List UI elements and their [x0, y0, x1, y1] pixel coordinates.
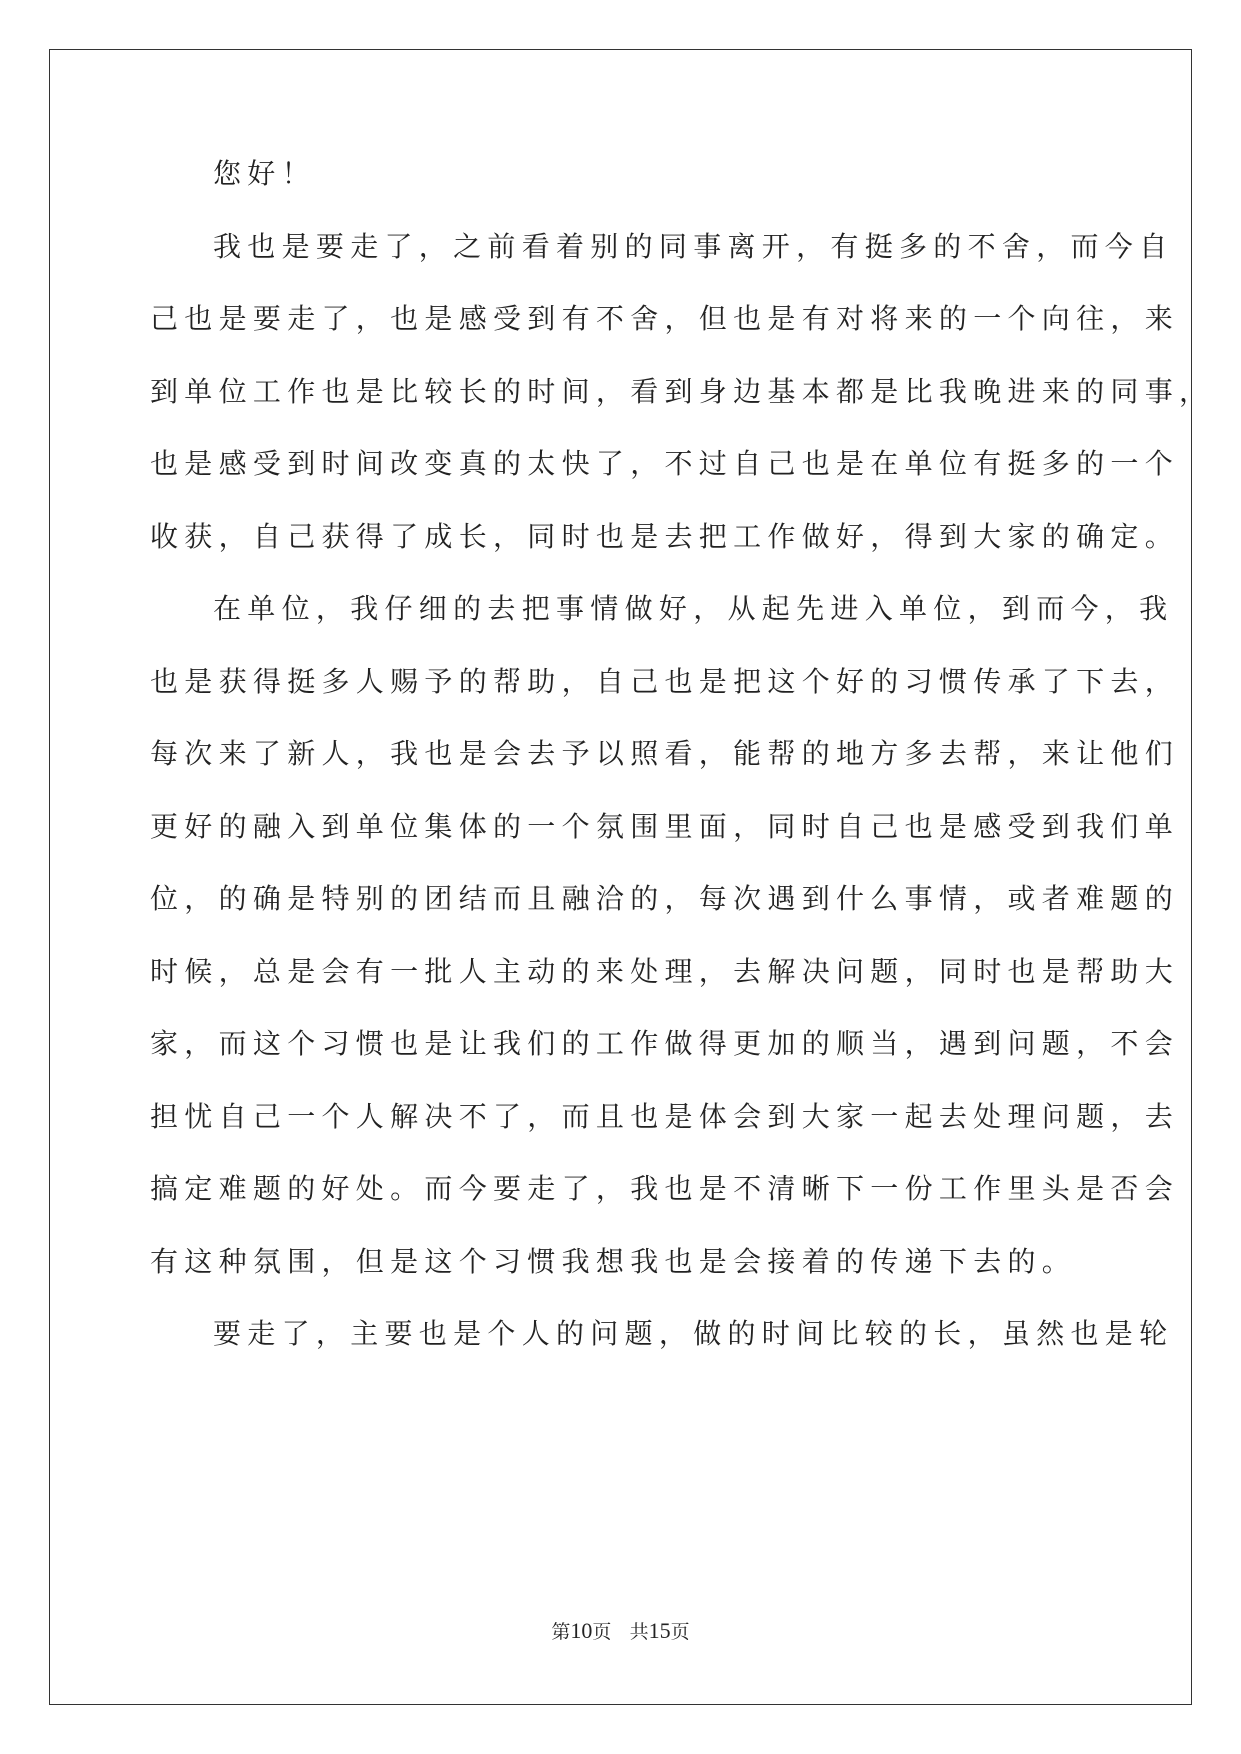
paragraph-line: 己也是要走了，也是感受到有不舍，但也是有对将来的一个向往，来: [150, 302, 1180, 335]
paragraph-line: 在单位，我仔细的去把事情做好，从起先进入单位，到而今，我: [213, 592, 1174, 625]
page-border: [49, 49, 1192, 1705]
page-number: 10: [570, 1618, 593, 1643]
page-footer: [0, 1617, 1241, 1644]
paragraph-line: 到单位工作也是比较长的时间，看到身边基本都是比我晚进来的同事，: [150, 375, 1214, 408]
paragraph-line: 时候，总是会有一批人主动的来处理，去解决问题，同时也是帮助大: [150, 955, 1180, 988]
paragraph-line: 每次来了新人，我也是会去予以照看，能帮的地方多去帮，来让他们: [150, 737, 1180, 770]
page-suffix: 页: [592, 1621, 612, 1643]
total-pages: 15: [648, 1618, 671, 1643]
paragraph-line: 家，而这个习惯也是让我们的工作做得更加的顺当，遇到问题，不会: [150, 1027, 1180, 1060]
paragraph-line: 我也是要走了，之前看着别的同事离开，有挺多的不舍，而今自: [213, 230, 1174, 263]
greeting-line: 您好！: [213, 157, 316, 190]
paragraph-line: 要走了，主要也是个人的问题，做的时间比较的长，虽然也是轮: [213, 1317, 1174, 1350]
paragraph-line: 收获，自己获得了成长，同时也是去把工作做好，得到大家的确定。: [150, 520, 1180, 553]
page-prefix: 第: [551, 1621, 571, 1643]
paragraph-line: 也是感受到时间改变真的太快了，不过自己也是在单位有挺多的一个: [150, 447, 1180, 480]
paragraph-line: 有这种氛围，但是这个习惯我想我也是会接着的传递下去的。: [150, 1245, 1077, 1278]
paragraph-line: 更好的融入到单位集体的一个氛围里面，同时自己也是感受到我们单: [150, 810, 1180, 843]
paragraph-line: 位，的确是特别的团结而且融洽的，每次遇到什么事情，或者难题的: [150, 882, 1180, 915]
total-prefix: 共: [629, 1621, 649, 1643]
paragraph-line: 搞定难题的好处。而今要走了，我也是不清晰下一份工作里头是否会: [150, 1172, 1180, 1205]
paragraph-line: 也是获得挺多人赐予的帮助，自己也是把这个好的习惯传承了下去，: [150, 665, 1180, 698]
total-suffix: 页: [670, 1621, 690, 1643]
paragraph-line: 担忧自己一个人解决不了，而且也是体会到大家一起去处理问题，去: [150, 1100, 1180, 1133]
